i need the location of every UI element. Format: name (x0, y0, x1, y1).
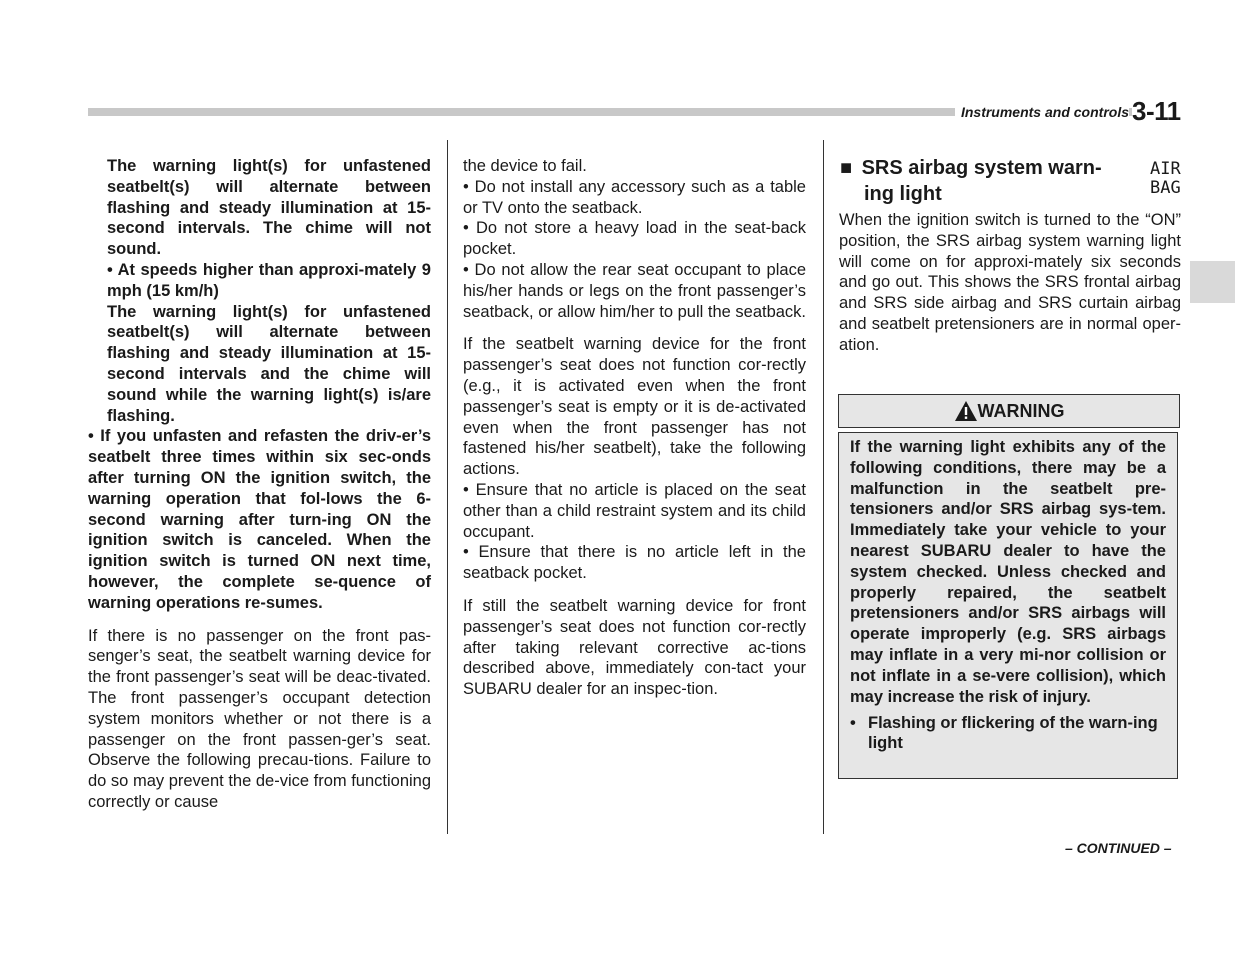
middle-bullet-accessory: • Do not install any accessory such as a table or TV onto the seatback. (463, 177, 806, 217)
column-divider-left (447, 140, 448, 834)
page-number: 3-11 (1132, 96, 1181, 126)
left-bullet-refasten: • If you unfasten and refasten the driv-er’s seatbelt three times within six sec-onds after turning ON the ignition switch, the warning operation that fol-lows the 6-second warning after turn-ing ON the ignition switch is canceled. When the ignition switch is turned ON next time, however, the complete se-quence of warning operations re-sumes. (88, 427, 431, 612)
middle-bullet-seatback-pocket: • Ensure that there is no article left in the seatback pocket. (463, 543, 806, 583)
warning-body: If the warning light exhibits any of the following conditions, there may be a malfunction in the seatbelt pre-tensioners and/or SRS airbag sys-tem. Immediately take your vehicle to your nearest SUBARU dealer to have the system checked. Unless checked and properly repaired, the seatbelt pretensioners and/or SRS airbags will operate improperly (e.g. SRS airbags may inflate in a very mi-nor collision or not inflate in a se-vere collision), which may increase the risk of injury. (850, 438, 1166, 706)
warning-header (838, 394, 1180, 428)
bullet-dot-icon: • (850, 714, 856, 733)
srs-intro-paragraph: When the ignition switch is turned to the “ON” position, the SRS airbag system warning light will come on for approxi-mately six seconds and go out. This shows the SRS frontal airbag and SRS side airbag and SRS curtain airbag and seatbelt pretensioners are in normal oper-ation. (839, 211, 1181, 354)
left-bullet-speed: • At speeds higher than approxi-mately 9 mph (15 km/h) (107, 260, 431, 300)
middle-paragraph-2: If the seatbelt warning device for the front passenger’s seat does not function cor-rectly (e.g., it is activated even when the front passenger’s seat is empty or it is de-activated even when the front passenger has not fastened his/her seatbelt), take the following actions. (463, 335, 806, 479)
warning-title: WARNING (977, 400, 1065, 421)
srs-heading (840, 155, 1140, 207)
middle-bullet-no-article: • Ensure that no article is placed on the seat other than a child restraint system and its child occupant. (463, 480, 806, 541)
middle-bullet-heavy-load: • Do not store a heavy load in the seat-back pocket. (463, 219, 806, 259)
middle-paragraph-1: the device to fail. (463, 157, 587, 175)
left-paragraph-passenger: If there is no passenger on the front pas-senger’s seat, the seatbelt warning device for the front passenger’s seat will be deac-tivated. The front passenger’s occupant detection system monitors whether or not there is a passenger on the front passen-ger’s seat. Observe the following precau-tions. Failure to do so may prevent the de-vice from functioning correctly or cause (88, 626, 432, 811)
left-paragraph-1: The warning light(s) for unfastened seatbelt(s) will alternate between flashing and steady illumination at 15-second intervals. The chime will not sound. (107, 157, 431, 259)
warning-bullet (850, 713, 1166, 753)
middle-paragraph-3: If still the seatbelt warning device for front passenger’s seat does not function cor-rectly after taking relevant corrective ac-tions described above, immediately con-tact your SUBARU dealer for an inspec-tion. (463, 596, 806, 699)
left-paragraph-2: The warning light(s) for unfastened seatbelt(s) will alternate between flashing and steady illumination at 15-second intervals and the chime will sound while the warning light(s) is/are flashing. (107, 302, 431, 425)
airbag-warning-icon: AIR BAG (1150, 159, 1181, 198)
warning-triangle-icon (954, 400, 978, 422)
thumb-index-tab (1190, 261, 1235, 303)
column-divider-right (823, 140, 824, 834)
warning-bullet-text: Flashing or flickering of the warn-ing light (868, 714, 1158, 753)
continued-label: – CONTINUED – (1065, 840, 1172, 856)
right-column (839, 210, 1181, 356)
srs-heading-line-2: ing light (864, 183, 942, 205)
warning-box (838, 432, 1178, 779)
middle-column (463, 156, 806, 700)
middle-bullet-rear-occupant: • Do not allow the rear seat occupant to place his/her hands or legs on the front passenger’s seatback, or allow him/her to pull the seatback. (463, 260, 807, 321)
heading-square-marker: ■ (840, 157, 853, 179)
left-column (88, 156, 431, 813)
section-title: Instruments and controls (955, 104, 1129, 120)
srs-heading-line-1: ■ SRS airbag system warn- (840, 157, 1102, 179)
